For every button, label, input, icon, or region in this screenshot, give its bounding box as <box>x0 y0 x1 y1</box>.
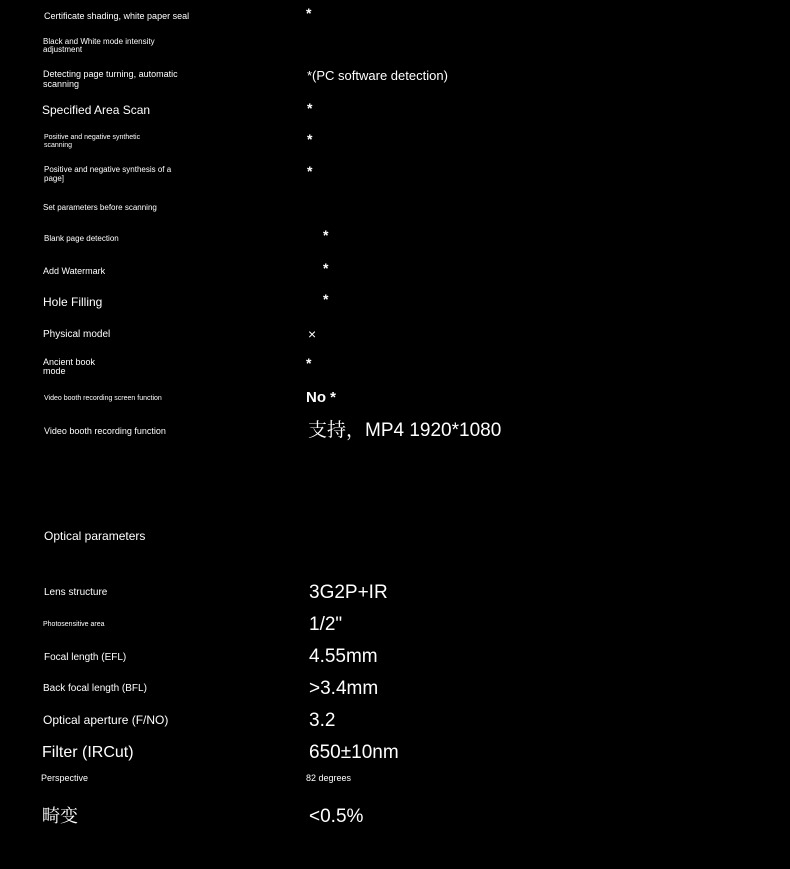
row-label: Hole Filling <box>43 295 103 309</box>
optical-label: Perspective <box>41 773 89 783</box>
optical-label: Photosensitive area <box>43 621 105 628</box>
optical-value: 3G2P+IR <box>309 582 388 603</box>
optical-value: 650±10nm <box>309 742 399 763</box>
row-label: Physical model <box>43 329 111 340</box>
row-label: Add Watermark <box>43 266 106 276</box>
row-value: * <box>307 100 313 116</box>
optical-label: Filter (IRCut) <box>42 744 134 761</box>
row-label: Video booth recording function <box>44 426 166 436</box>
row-value: * <box>306 5 312 21</box>
row-label: Blank page detection <box>44 234 119 243</box>
section-title: Optical parameters <box>44 529 146 543</box>
row-value: * <box>323 291 329 307</box>
optical-value: 82 degrees <box>306 773 352 783</box>
optical-label: Optical aperture (F/NO) <box>43 713 169 727</box>
optical-value: 3.2 <box>309 710 336 731</box>
optical-label: 畸变 <box>42 806 78 826</box>
row-label: Set parameters before scanning <box>43 203 157 212</box>
row-label: Certificate shading, white paper seal <box>44 11 190 21</box>
optical-value: >3.4mm <box>309 678 379 699</box>
row-label: Positive and negative synthesis of a page] <box>44 165 172 183</box>
row-label: Video booth recording screen function <box>44 395 162 402</box>
row-value: * <box>323 260 329 276</box>
row-value: × <box>308 326 317 342</box>
row-value: * <box>307 163 313 179</box>
row-label: Positive and negative synthetic scanning <box>44 134 141 149</box>
row-value: No * <box>306 389 336 406</box>
row-value: * <box>307 131 313 147</box>
row-label: Detecting page turning, automatic scanning <box>43 69 178 89</box>
row-label: Black and White mode intensity adjustment <box>43 37 155 55</box>
optical-label: Back focal length (BFL) <box>43 683 147 694</box>
row-label: Specified Area Scan <box>42 103 151 117</box>
row-value: * <box>306 355 312 371</box>
row-label: Ancient book mode <box>43 357 96 377</box>
row-value: *(PC software detection) <box>307 68 448 83</box>
optical-value: 4.55mm <box>309 646 378 667</box>
row-value: 支持，MP4 1920*1080 <box>308 420 502 441</box>
optical-value: <0.5% <box>309 806 364 827</box>
optical-label: Focal length (EFL) <box>44 652 127 663</box>
optical-label: Lens structure <box>44 587 108 598</box>
row-value: * <box>323 227 329 243</box>
optical-value: 1/2" <box>309 614 343 635</box>
